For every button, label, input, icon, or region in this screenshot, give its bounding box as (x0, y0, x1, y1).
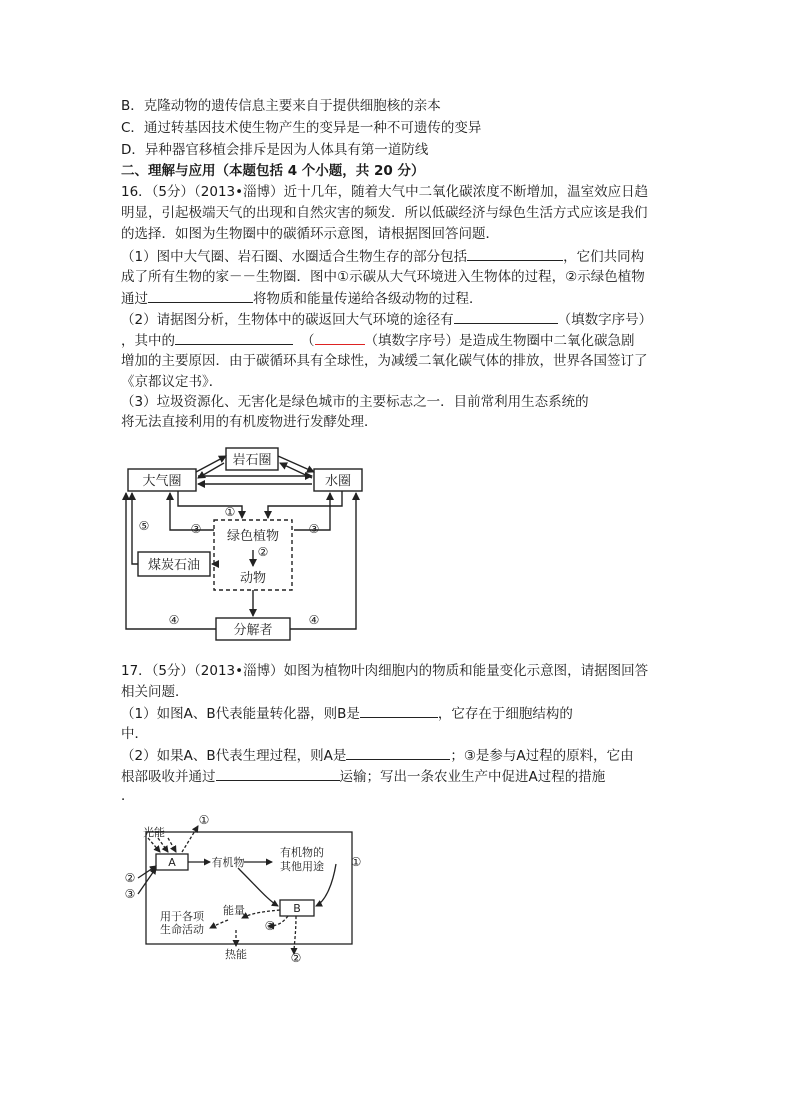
q17-p2-text-b: ；③是参与A过程的原料，它由 (450, 748, 634, 764)
q16-blank-5[interactable] (315, 330, 365, 345)
option-c: C．通过转基因技术使生物产生的变异是一种不可遗传的变异 (121, 120, 482, 136)
leaf-cell-diagram (118, 808, 368, 964)
q16-part2-line-2 (121, 330, 635, 351)
q16-part2-line-4: 《京都议定书》． (121, 374, 223, 390)
q16-part3-line-2: 将无法直接利用的有机废物进行发酵处理． (121, 414, 378, 430)
q17-p1-text-b: ，它存在于细胞结构的 (437, 706, 573, 722)
label-for-life-1: 用于各项 (160, 910, 204, 923)
label-for-life-2: 生命活动 (160, 923, 204, 936)
q16-p2-text-e: （填数字序号）是造成生物圈中二氧化碳急剧 (364, 333, 635, 349)
num-5: ⑤ (138, 519, 150, 533)
q16-blank-4[interactable] (175, 330, 293, 345)
q17-intro-line-1: 17．（5分）（2013•淄博）如图为植物叶肉细胞内的物质和能量变化示意图，请据图回答 (121, 663, 649, 679)
label-decomposer: 分解者 (233, 623, 273, 638)
q16-part2-line-3: 增加的主要原因．由于碳循环具有全球性，为减缓二氧化碳气体的排放，世界各国签订了 (121, 353, 648, 369)
num-2-bottom: ② (290, 951, 302, 964)
label-plants: 绿色植物 (226, 529, 280, 544)
q17-p2-text-c: 根部吸收并通过 (121, 769, 216, 785)
q16-p2-text-a: （2）请据图分析，生物体中的碳返回大气环境的途径有 (121, 312, 454, 328)
label-water: 水圈 (324, 474, 352, 489)
q16-p1-text-b: ，它们共同构 (563, 249, 645, 265)
label-light: 光能 (143, 826, 165, 839)
num-1-top: ① (198, 813, 210, 827)
num-2: ② (257, 545, 269, 559)
q16-intro-line-1: 16．（5分）（2013•淄博）近十几年，随着大气中二氧化碳浓度不断增加，温室效应日趋 (121, 184, 649, 200)
q16-part3-line-1: （3）垃圾资源化、无害化是绿色城市的主要标志之一．目前常利用生态系统的 (121, 394, 589, 410)
q16-part2-line-1 (121, 309, 652, 330)
num-3-right: ③ (308, 522, 320, 536)
q17-part2-line-2 (121, 766, 605, 787)
q17-blank-3[interactable] (216, 766, 340, 781)
option-d: D．异种器官移植会排斥是因为人体具有第一道防线 (121, 142, 429, 158)
label-other-use-2: 其他用途 (280, 860, 324, 873)
num-3-bottom: ③ (264, 919, 276, 933)
q16-p1-text-d: 通过 (121, 291, 148, 307)
q17-part2-line-3: ． (121, 788, 135, 804)
q16-p1-text-e: 将物质和能量传递给各级动物的过程． (253, 291, 483, 307)
q16-blank-2[interactable] (148, 288, 253, 303)
label-heat: 热能 (225, 948, 247, 961)
num-4-right: ④ (308, 613, 320, 627)
q16-p2-text-d: （ (301, 333, 315, 349)
label-coal: 煤炭石油 (147, 558, 201, 573)
q17-p2-text-d: 运输；写出一条农业生产中促进A过程的措施 (339, 769, 606, 785)
num-1-right: ① (350, 855, 362, 869)
num-2-left: ② (124, 871, 136, 885)
num-3-left: ③ (124, 887, 136, 901)
label-a: A (168, 856, 176, 869)
q17-blank-1[interactable] (360, 703, 438, 718)
q16-p1-text-a: （1）图中大气圈、岩石圈、水圈适合生物生存的部分包括 (121, 249, 468, 265)
q16-p2-text-c: ，其中的 (121, 333, 175, 349)
num-1: ① (224, 505, 236, 519)
q17-part1-line-2: 中． (121, 726, 148, 742)
q16-p2-text-b: （填数字序号） (557, 312, 653, 328)
option-b: B．克隆动物的遗传信息主要来自于提供细胞核的亲本 (121, 98, 441, 114)
q17-blank-2[interactable] (346, 745, 450, 760)
q16-part1-line-2: 成了所有生物的家－－生物圈．图中①示碳从大气环境进入生物体的过程，②示绿色植物 (121, 269, 645, 285)
num-4-left: ④ (168, 613, 180, 627)
label-animals: 动物 (239, 571, 267, 586)
q17-p2-text-a: （2）如果A、B代表生理过程，则A是 (121, 748, 347, 764)
q16-intro-line-3: 的选择．如图为生物圈中的碳循环示意图，请根据图回答问题． (121, 226, 499, 242)
section-heading: 二、理解与应用（本题包括 4 个小题，共 20 分） (121, 163, 425, 179)
q16-blank-1[interactable] (467, 246, 563, 261)
label-other-use-1: 有机物的 (280, 846, 324, 859)
label-b: B (293, 902, 301, 915)
label-energy: 能量 (223, 904, 245, 917)
q16-part1-line-1 (121, 246, 644, 267)
q17-intro-line-2: 相关问题． (121, 684, 189, 700)
q17-p1-text-a: （1）如图A、B代表能量转化器，则B是 (121, 706, 360, 722)
q17-part2-line-1 (121, 745, 634, 766)
label-rock: 岩石圈 (232, 453, 272, 468)
carbon-cycle-diagram (118, 442, 368, 642)
q16-part1-line-3 (121, 288, 483, 309)
label-organic: 有机物 (211, 856, 245, 869)
q16-intro-line-2: 明显，引起极端天气的出现和自然灾害的频发．所以低碳经济与绿色生活方式应该是我们 (121, 205, 648, 221)
label-atm: 大气圈 (142, 474, 182, 489)
q17-part1-line-1 (121, 703, 573, 724)
num-3-left: ③ (190, 522, 202, 536)
q16-blank-3[interactable] (454, 309, 558, 324)
